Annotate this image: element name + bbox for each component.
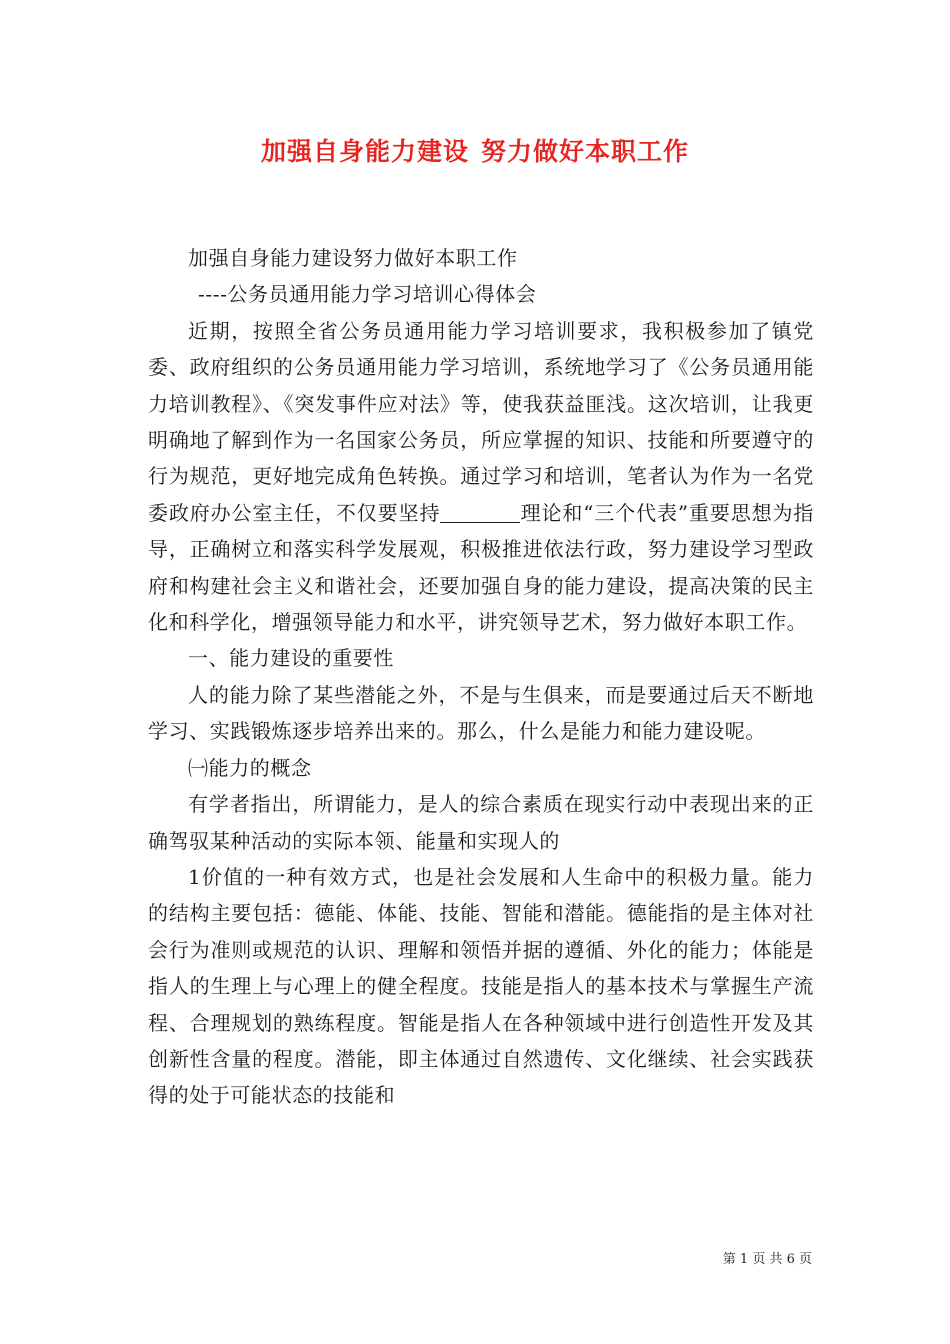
document-title xyxy=(0,132,950,168)
title-part-2: 努力做好本职工作 xyxy=(481,137,690,166)
paragraph-structure: 1价值的一种有效方式，也是社会发展和人生命中的积极力量。能力的结构主要包括：德能、体能、技能、智能和潜能。德能指的是主体对社会行为准则或规范的认识、理解和领悟并据的遵循、外化的能力；体能是指人的生理上与心理上的健全程度。技能是指人的基本技术与掌握生产流程、合理规划的熟练程度。智能是指人在各种领域中进行创造性开发及其创新性含量的程度。潜能，即主体通过自然遗传、文化继续、社会实践获得的处于可能状态的技能和 xyxy=(148,864,814,1108)
subsection-heading-1: ㈠能力的概念 xyxy=(188,755,312,780)
paragraph-section-1: 人的能力除了某些潜能之外，不是与生俱来，而是要通过后天不断地学习、实践锻炼逐步培养出来的。那么，什么是能力和能力建设呢。 xyxy=(148,682,814,744)
document-body xyxy=(148,240,814,1114)
blank-line xyxy=(480,502,520,523)
paragraph-heading: 加强自身能力建设努力做好本职工作 xyxy=(188,246,518,270)
paragraph-intro-part-1: 近期，按照全省公务员通用能力学习培训要求，我积极参加了镇党委、政府组织的公务员通用能力学习培训，系统地学习了《公务员通用能力培训教程》、《突发事件应对法》等，使我获益匪浅。这次培训，让我更明确地了解到作为一名国家公务员，所应掌握的知识、技能和所要遵守的行为规范，更好地完成角色转换。通过学习和培训，笔者认为作为一名党委政府办公室主任，不仅要坚持 xyxy=(148,318,814,525)
blank-line xyxy=(440,502,480,523)
paragraph-subtitle: ----公务员通用能力学习培训心得体会 xyxy=(198,282,537,307)
section-heading-1: 一、能力建设的重要性 xyxy=(188,646,394,671)
paragraph-intro xyxy=(148,313,814,641)
page-number: 第 1 页 共 6 页 xyxy=(722,1252,812,1267)
title-part-1: 加强自身能力建设 xyxy=(260,137,469,166)
paragraph-intro-part-2: 理论和“三个代表”重要思想为指导，正确树立和落实科学发展观，积极推进依法行政，努力建设学习型政府和构建社会主义和谐社会，还要加强自身的能力建设，提高决策的民主化和科学化，增强领导能力和水平，讲究领导艺术，努力做好本职工作。 xyxy=(148,500,815,635)
paragraph-concept: 有学者指出，所谓能力，是人的综合素质在现实行动中表现出来的正确驾驭某种活动的实际本领、能量和实现人的 xyxy=(148,792,814,853)
